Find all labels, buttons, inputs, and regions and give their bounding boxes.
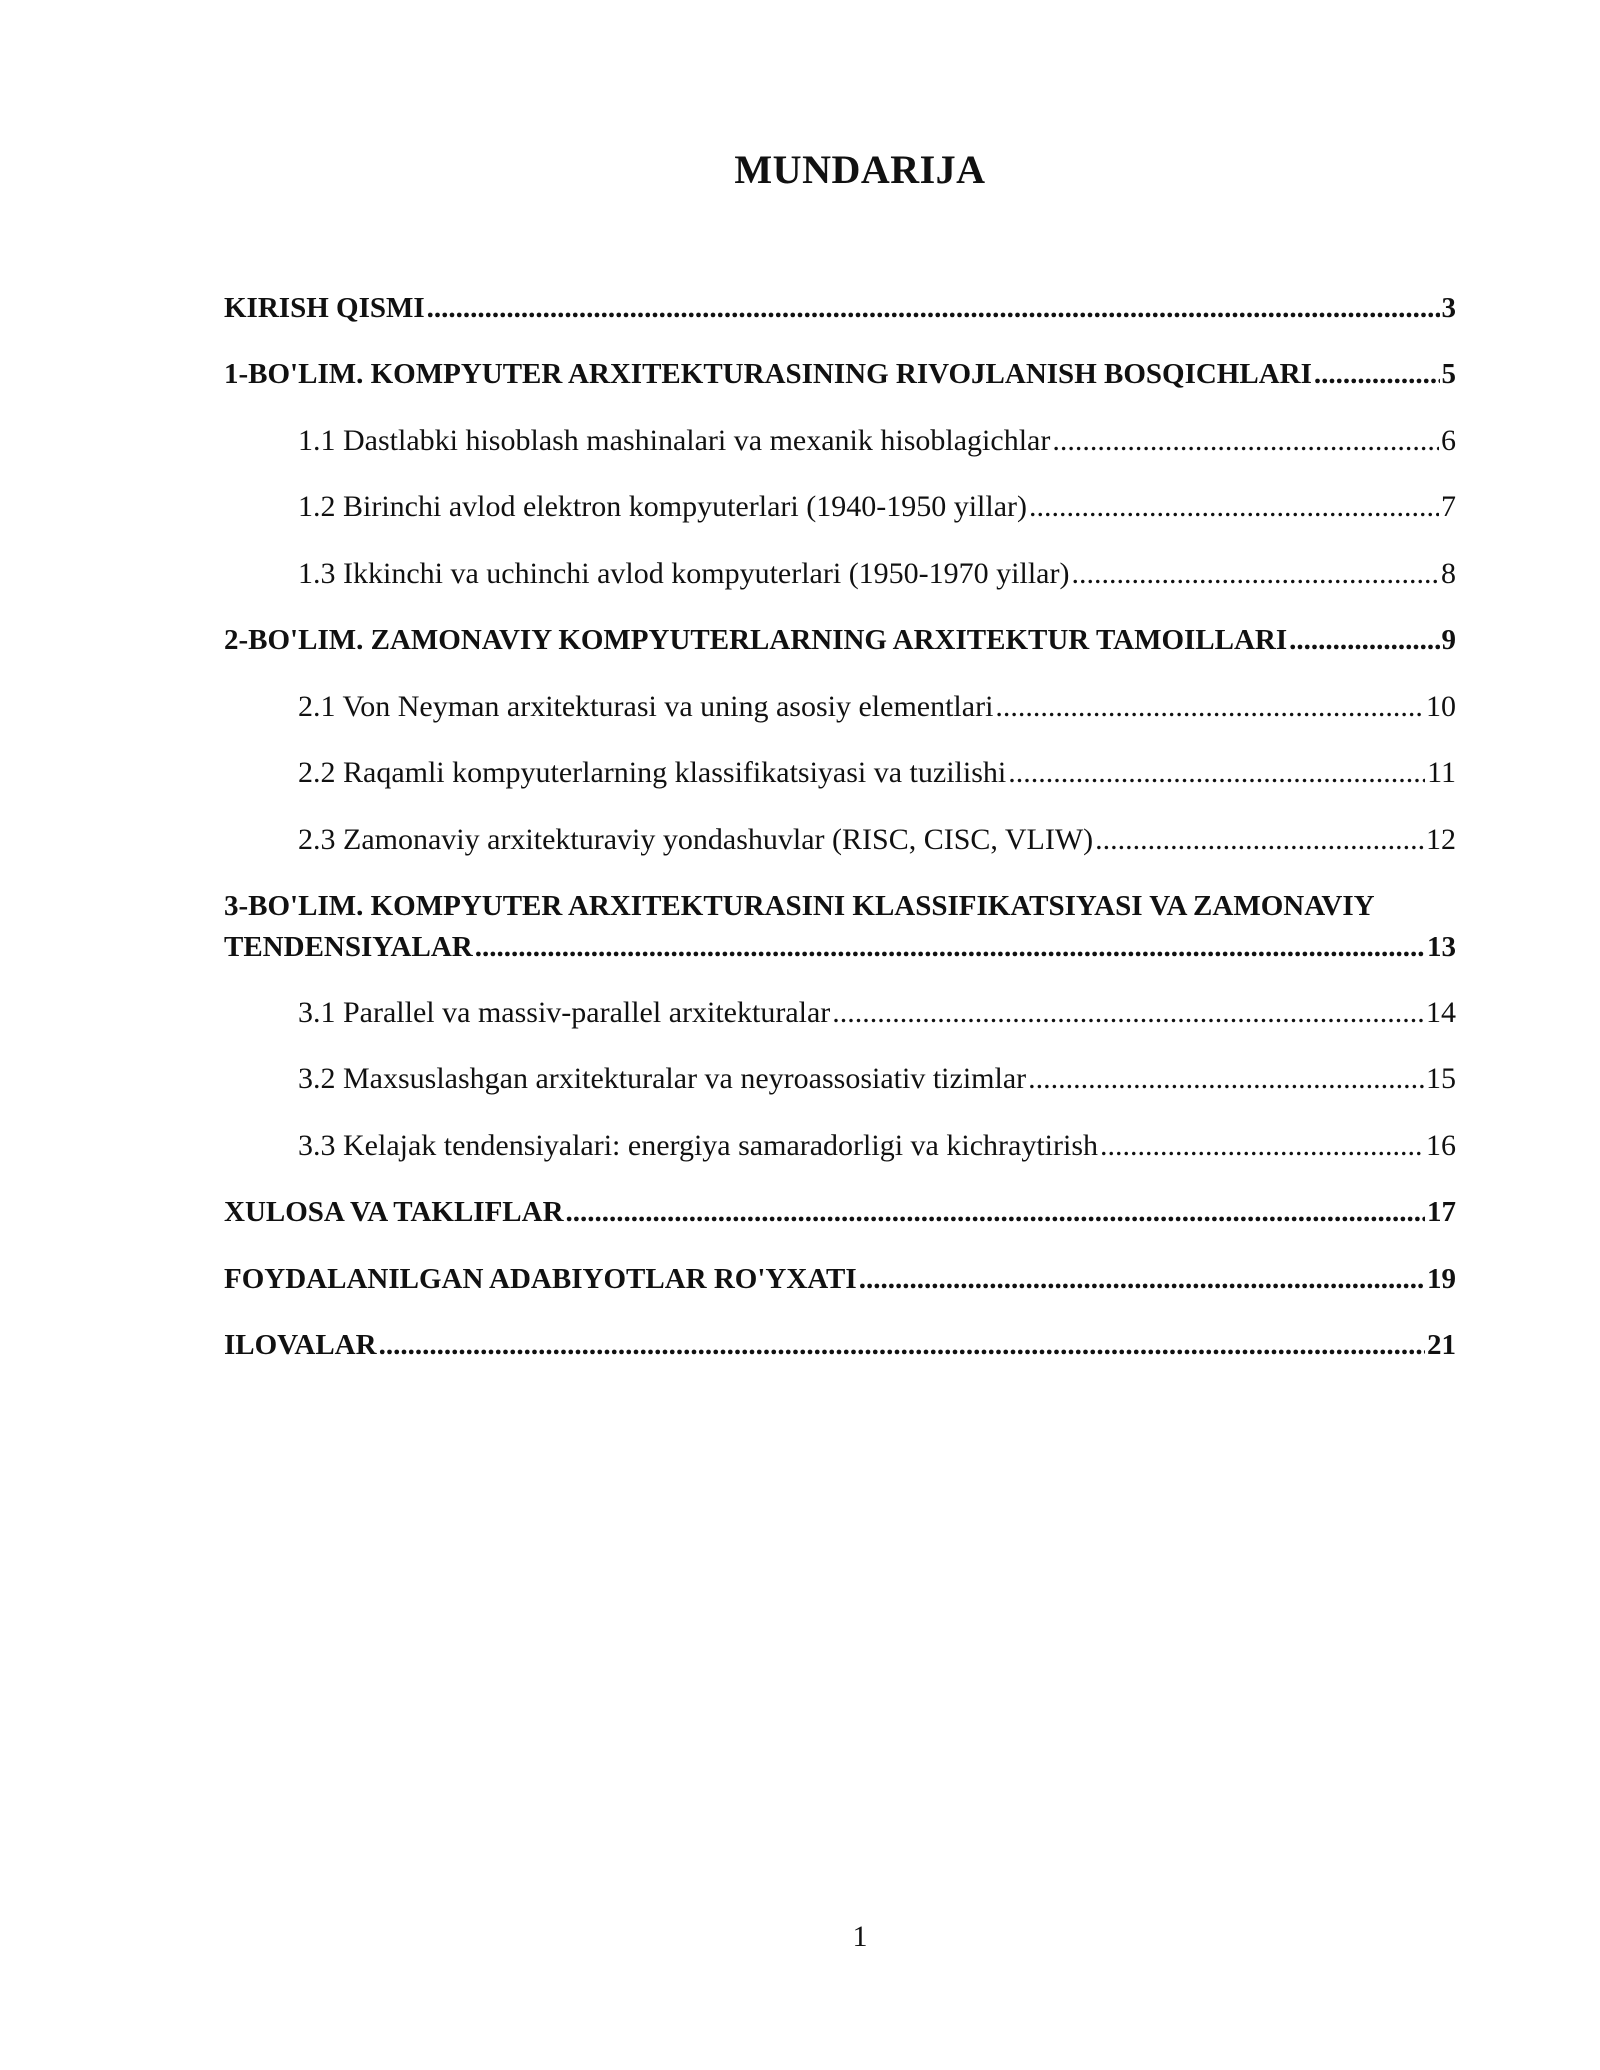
toc-title: MUNDARIJA (734, 147, 986, 192)
toc-entry-text: 2-BO'LIM. ZAMONAVIY KOMPYUTERLARNING ARXITEKTUR TAMOILLARI (224, 624, 1288, 656)
toc-entry-page: 8 (1441, 557, 1456, 590)
toc-entry-page: 11 (1427, 756, 1456, 789)
toc-entry-section-1[interactable] (224, 354, 1456, 394)
toc-entry-page: 10 (1426, 690, 1456, 723)
toc-leader-dots (475, 927, 1425, 968)
toc-leader-dots (1095, 820, 1424, 860)
toc-leader-dots (1029, 487, 1439, 527)
toc-entry-1-2[interactable] (298, 487, 1456, 527)
toc-leader-dots (832, 993, 1424, 1033)
toc-entry-page: 14 (1426, 996, 1456, 1029)
toc-entry-text: FOYDALANILGAN ADABIYOTLAR RO'YXATI (224, 1263, 857, 1295)
toc-entry-text: 2.2 Raqamli kompyuterlarning klassifikatsiyasi va tuzilishi (298, 756, 1007, 789)
toc-leader-dots (566, 1192, 1425, 1232)
toc-entry-section-3[interactable] (224, 886, 1504, 968)
toc-entry-line2 (224, 927, 1456, 968)
toc-entry-kirish[interactable] (224, 288, 1456, 328)
toc-entry-page: 5 (1441, 358, 1456, 390)
toc-entry-section-2[interactable] (224, 620, 1456, 660)
toc-entry-page: 7 (1441, 490, 1456, 523)
toc-leader-dots (427, 288, 1440, 328)
toc-entry-3-1[interactable] (298, 993, 1456, 1033)
toc-entry-page: 6 (1441, 424, 1456, 457)
toc-leader-dots (379, 1325, 1425, 1365)
toc-leader-dots (1028, 1059, 1424, 1099)
toc-entry-3-2[interactable] (298, 1059, 1456, 1099)
toc-entry-2-2[interactable] (298, 753, 1456, 793)
toc-leader-dots (1100, 1126, 1424, 1166)
toc-entry-text: 3.2 Maxsuslashgan arxitekturalar va neyroassosiativ tizimlar (298, 1062, 1027, 1095)
toc-entry-page: 16 (1426, 1129, 1456, 1162)
toc-leader-dots (1289, 620, 1439, 660)
toc-entry-xulosa[interactable] (224, 1192, 1456, 1232)
toc-entry-text: 1.2 Birinchi avlod elektron kompyuterlari (1940-1950 yillar) (298, 490, 1027, 523)
page-number: 1 (852, 1920, 868, 1953)
toc-entry-page: 3 (1441, 292, 1456, 324)
toc-entry-text: 2.3 Zamonaviy arxitekturaviy yondashuvlar (RISC, CISC, VLIW) (298, 823, 1094, 856)
toc-entry-1-1[interactable] (298, 421, 1456, 461)
toc-entry-text: 1.1 Dastlabki hisoblash mashinalari va mexanik hisoblagichlar (298, 424, 1051, 457)
toc-entry-text: XULOSA VA TAKLIFLAR (224, 1196, 564, 1228)
toc-leader-dots (995, 687, 1424, 727)
toc-entry-adabiyotlar[interactable] (224, 1259, 1456, 1299)
toc-entry-text-line1: 3-BO'LIM. KOMPYUTER ARXITEKTURASINI KLASSIFIKATSIYASI VA ZAMONAVIY (224, 890, 1375, 922)
toc-entry-ilovalar[interactable] (224, 1325, 1456, 1365)
toc-entry-text: 2.1 Von Neyman arxitekturasi va uning asosiy elementlari (298, 690, 994, 723)
toc-entry-page: 15 (1426, 1062, 1456, 1095)
toc-entry-text: 1.3 Ikkinchi va uchinchi avlod kompyuterlari (1950-1970 yillar) (298, 557, 1070, 590)
toc-entry-text: KIRISH QISMI (224, 292, 425, 324)
toc-leader-dots (1008, 753, 1425, 793)
toc-entry-3-3[interactable] (298, 1126, 1456, 1166)
toc-entry-text: 1-BO'LIM. KOMPYUTER ARXITEKTURASINING RIVOJLANISH BOSQICHLARI (224, 358, 1312, 390)
toc-entry-text: ILOVALAR (224, 1329, 377, 1361)
toc-entry-2-1[interactable] (298, 687, 1456, 727)
toc-entry-text: 3.3 Kelajak tendensiyalari: energiya samaradorligi va kichraytirish (298, 1129, 1098, 1162)
toc-leader-dots (859, 1259, 1425, 1299)
toc-leader-dots (1071, 554, 1439, 594)
toc-entry-page: 17 (1427, 1196, 1456, 1228)
toc-entry-page: 9 (1441, 624, 1456, 656)
toc-leader-dots (1052, 421, 1439, 461)
toc-entry-page: 12 (1426, 823, 1456, 856)
toc-entry-page: 19 (1427, 1263, 1456, 1295)
toc-entry-2-3[interactable] (298, 820, 1456, 860)
toc-leader-dots (1314, 354, 1440, 394)
toc-entry-page: 21 (1427, 1329, 1456, 1361)
toc-entry-page: 13 (1427, 931, 1456, 963)
toc-entry-text-line2: TENDENSIYALAR (224, 931, 473, 963)
toc-entry-1-3[interactable] (298, 554, 1456, 594)
toc-entry-text: 3.1 Parallel va massiv-parallel arxitekturalar (298, 996, 831, 1029)
